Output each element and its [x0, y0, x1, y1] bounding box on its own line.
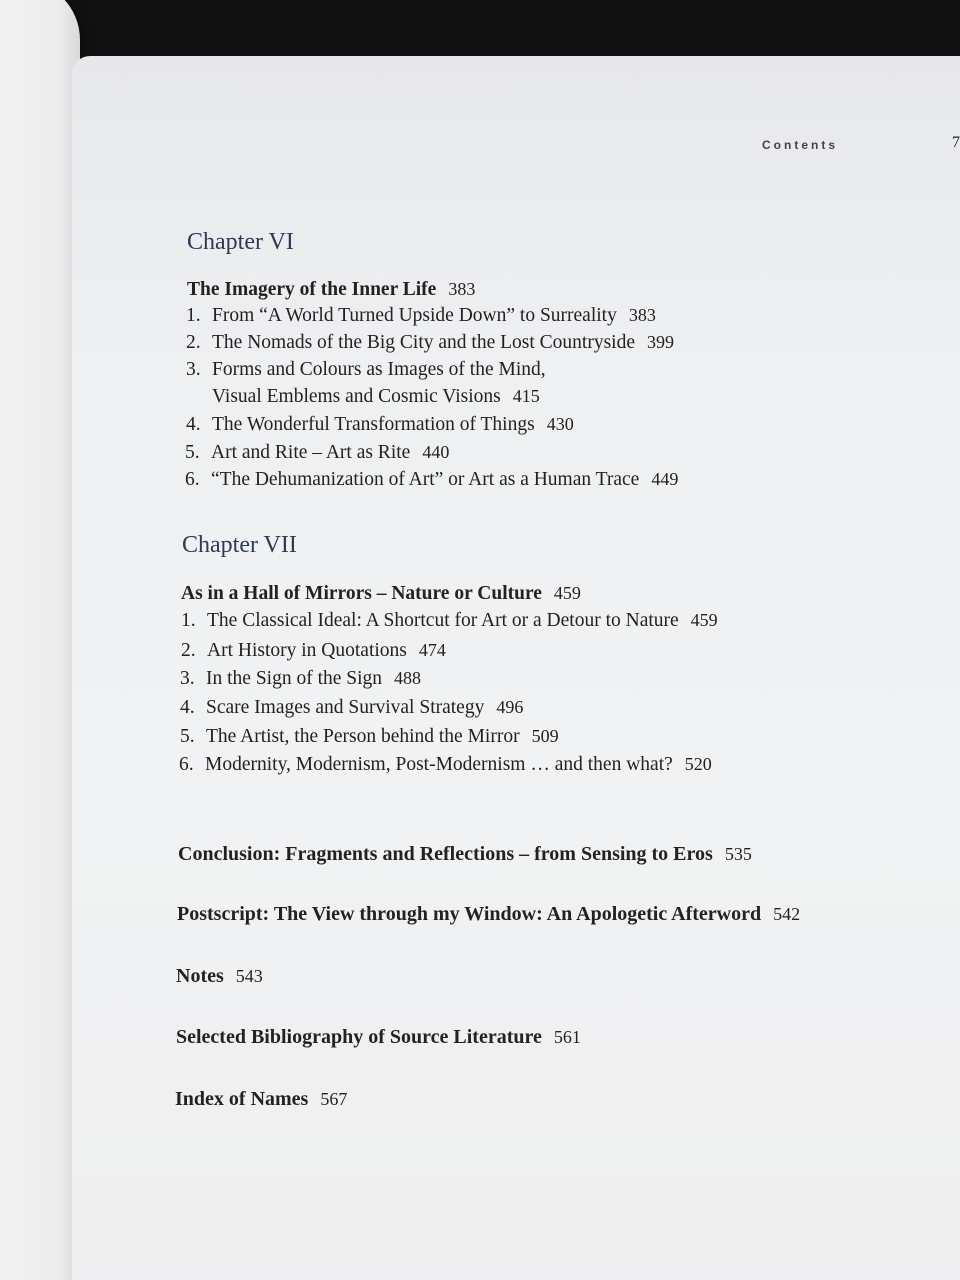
entry-number: 3. [180, 668, 195, 689]
section-page: 535 [724, 844, 752, 864]
section-title: Postscript: The View through my Window: An Apologetic Afterword [177, 903, 762, 925]
entry-page: 488 [394, 668, 422, 688]
running-head: Contents [762, 138, 838, 152]
entry-number: 6. [185, 469, 200, 490]
section-page: 567 [320, 1089, 348, 1109]
entry-number: 4. [180, 697, 195, 718]
entry-number: 6. [179, 754, 194, 775]
chapter-heading: Chapter VI [187, 229, 294, 255]
toc-entry [180, 697, 523, 719]
section-title: Index of Names [175, 1088, 309, 1110]
chapter-subtitle [187, 279, 475, 301]
section-title: Conclusion: Fragments and Reflections – from Sensing to Eros [178, 843, 713, 865]
section-page: 561 [553, 1027, 581, 1047]
toc-entry [180, 726, 559, 748]
entry-title: Forms and Colours as Images of the Mind, [212, 359, 546, 380]
section-title: Selected Bibliography of Source Literature [176, 1026, 542, 1048]
toc-entry [186, 359, 546, 381]
toc-entry [186, 332, 674, 354]
entry-title: “The Dehumanization of Art” or Art as a Human Trace [211, 469, 640, 490]
subtitle-text: The Imagery of the Inner Life [187, 279, 437, 300]
entry-number: 3. [186, 359, 201, 380]
toc-section-entry [176, 1026, 581, 1049]
toc-section-entry [176, 965, 263, 988]
toc-section-entry [178, 843, 752, 866]
entry-number: 2. [181, 640, 196, 661]
section-page: 543 [235, 966, 263, 986]
toc-entry [185, 469, 678, 491]
entry-page: 509 [531, 726, 559, 746]
section-title: Notes [176, 965, 224, 987]
entry-title: The Classical Ideal: A Shortcut for Art or a Detour to Nature [207, 610, 679, 631]
entry-title: Visual Emblems and Cosmic Visions [212, 386, 501, 407]
entry-page: 415 [512, 386, 540, 406]
entry-page: 520 [684, 754, 712, 774]
toc-entry [180, 668, 421, 690]
entry-page: 440 [422, 442, 450, 462]
toc-entry [181, 640, 446, 662]
toc-entry [181, 610, 718, 632]
entry-page: 474 [418, 640, 446, 660]
entry-title: The Wonderful Transformation of Things [212, 414, 535, 435]
toc-entry [185, 442, 449, 464]
entry-number: 5. [180, 726, 195, 747]
entry-number: 1. [181, 610, 196, 631]
subtitle-page: 459 [553, 583, 581, 603]
toc-entry [186, 414, 574, 436]
toc-entry-continued [186, 386, 540, 408]
subtitle-page: 383 [448, 279, 476, 299]
toc-entry [179, 754, 712, 776]
entry-page: 449 [651, 469, 679, 489]
left-page-edge [0, 0, 80, 1280]
entry-title: The Artist, the Person behind the Mirror [206, 726, 520, 747]
chapter-subtitle [181, 583, 581, 605]
entry-title: Art and Rite – Art as Rite [211, 442, 411, 463]
entry-page: 496 [496, 697, 524, 717]
subtitle-text: As in a Hall of Mirrors – Nature or Culture [181, 583, 542, 604]
entry-page: 383 [628, 305, 656, 325]
toc-entry [186, 305, 656, 327]
entry-title: The Nomads of the Big City and the Lost Countryside [212, 332, 635, 353]
toc-section-entry [177, 903, 800, 926]
chapter-heading: Chapter VII [182, 532, 297, 558]
entry-title: From “A World Turned Upside Down” to Surreality [212, 305, 617, 326]
entry-page: 459 [690, 610, 718, 630]
entry-page: 399 [647, 332, 674, 352]
entry-page: 430 [546, 414, 574, 434]
entry-number: 4. [186, 414, 201, 435]
entry-title: Modernity, Modernism, Post-Modernism … and then what? [205, 754, 673, 775]
entry-title: Scare Images and Survival Strategy [206, 697, 485, 718]
entry-number: 5. [185, 442, 200, 463]
toc-section-entry [175, 1088, 347, 1111]
entry-title: Art History in Quotations [207, 640, 407, 661]
section-page: 542 [773, 904, 801, 924]
entry-title: In the Sign of the Sign [206, 668, 383, 689]
page-number: 7 [952, 134, 960, 151]
entry-number: 2. [186, 332, 201, 353]
entry-number: 1. [186, 305, 201, 326]
